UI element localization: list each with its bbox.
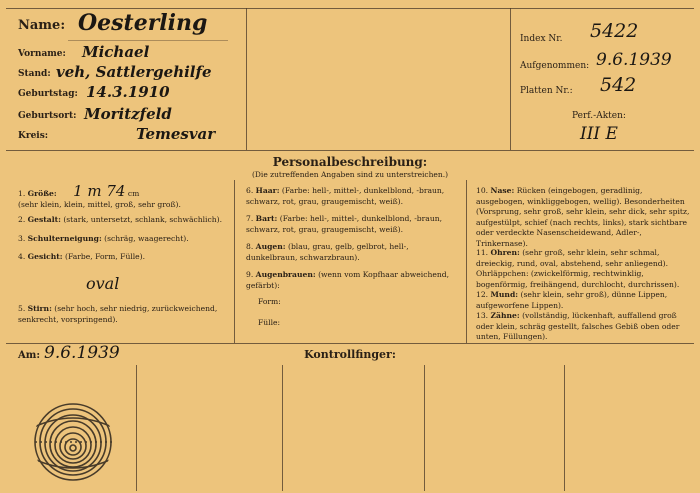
name-row: [18, 10, 208, 36]
name-underline: [68, 40, 228, 41]
platten-label: Platten Nr.:: [520, 86, 573, 96]
item-11: 11. Ohren: (sehr groß, sehr klein, sehr schmal, dreieckig, rund, oval, abstehend, sehr anliegend). Ohrläppchen: (zwickelförmig, rechtwinklig, bogenförmig, freihängend, durchlocht, durchrissen).: [476, 248, 680, 289]
geburtsort-label: Geburtsort:: [18, 111, 77, 121]
am-label: Am:: [18, 350, 41, 361]
geburtstag-row: [18, 83, 170, 101]
kreis-value: Temesvar: [136, 125, 216, 143]
kreis-label: Kreis:: [18, 131, 49, 141]
header-divider-line: [6, 150, 694, 151]
item-4: 4. Gesicht: (Farbe, Form, Fülle).: [18, 252, 146, 261]
stand-row: [18, 63, 212, 81]
name-value: Oesterling: [78, 10, 208, 36]
finger-col-line-4: [564, 365, 565, 491]
kreis-row: [18, 125, 216, 143]
item-5: 5. Stirn: (sehr hoch, sehr niedrig, zurückweichend, senkrecht, vorspringend).: [18, 304, 218, 324]
aufgenommen-label: Aufgenommen:: [520, 61, 590, 71]
item-12: 12. Mund: (sehr klein, sehr groß), dünne Lippen, aufgeworfene Lippen).: [476, 290, 668, 310]
vorname-label: Vorname:: [18, 49, 66, 59]
index-label: Index Nr.: [520, 34, 563, 44]
groesse-value: 1 m 74: [73, 182, 126, 200]
finger-col-line-2: [282, 365, 283, 491]
header-col-line-1: [246, 8, 247, 150]
desc-col-line-1: [234, 180, 235, 343]
item-10: 10. Nase: Rücken (eingebogen, geradlinig, ausgebogen, winkliggebogen, wellig). Besonderheiten (Vorsprung, sehr groß, sehr klein, sehr dick, sehr spitz, aufgestülpt, schief (nach rechts, links), stark sichtbare oder verdeckte Nasenscheidewand, Adler-, Trinkernase).: [476, 186, 690, 248]
geburtsort-row: [18, 105, 172, 123]
stand-label: Stand:: [18, 69, 51, 79]
gesicht-value: oval: [86, 274, 120, 293]
aufgenommen-value: 9.6.1939: [596, 50, 672, 70]
item-2: 2. Gestalt: (stark, untersetzt, schlank, schwächlich).: [18, 215, 222, 224]
fuelle-label: Fülle:: [258, 318, 281, 327]
geburtstag-label: Geburtstag:: [18, 89, 78, 99]
item-9: 9. Augenbrauen: (wenn vom Kopfhaar abweichend, gefärbt):: [246, 270, 450, 290]
am-value: 9.6.1939: [44, 343, 120, 363]
item-6: 6. Haar: (Farbe: hell-, mittel-, dunkelblond, -braun, schwarz, rot, grau, graugemischt, weiß).: [246, 186, 445, 206]
item-13: 13. Zähne: (vollständig, lückenhaft, auffallend groß oder klein, schräg gestellt, falsches Gebiß oben oder unten, Füllungen).: [476, 311, 680, 341]
personal-subtitle: (Die zutreffenden Angaben sind zu unterstreichen.): [251, 170, 449, 179]
desc-col-line-2: [466, 180, 467, 343]
personal-title: Personalbeschreibung:: [272, 155, 428, 169]
platten-value: 542: [600, 74, 637, 96]
item-7: 7. Bart: (Farbe: hell-, mittel-, dunkelblond, -braun, schwarz, rot, grau, graugemischt, weiß).: [246, 214, 443, 234]
geburtstag-value: 14.3.1910: [86, 83, 170, 101]
fingerprint-image: [30, 398, 116, 484]
finger-col-line-3: [424, 365, 425, 491]
geburtsort-value: Moritzfeld: [84, 105, 172, 123]
item-1: 1. Größe: 1 m 74 cm (sehr klein, klein, mittel, groß, sehr groß).: [18, 182, 181, 209]
index-value: 5422: [590, 20, 639, 42]
perf-label: Perf.-Akten:: [572, 111, 626, 121]
item-3: 3. Schulterneigung: (schräg, waagerecht).: [18, 234, 189, 243]
name-label: Name:: [18, 18, 66, 33]
stand-value: veh, Sattlergehilfe: [56, 63, 212, 81]
perf-value: III E: [580, 124, 618, 144]
kontrollfinger-label: Kontrollfinger:: [304, 348, 396, 361]
finger-col-line-1: [136, 365, 137, 491]
vorname-value: Michael: [82, 43, 150, 61]
top-border-line: [6, 8, 694, 9]
vorname-row: [18, 43, 150, 61]
form-label: Form:: [258, 297, 281, 306]
item-8: 8. Augen: (blau, grau, gelb, gelbrot, hell-, dunkelbraun, schwarzbraun).: [246, 242, 409, 262]
header-col-line-2: [510, 8, 511, 150]
